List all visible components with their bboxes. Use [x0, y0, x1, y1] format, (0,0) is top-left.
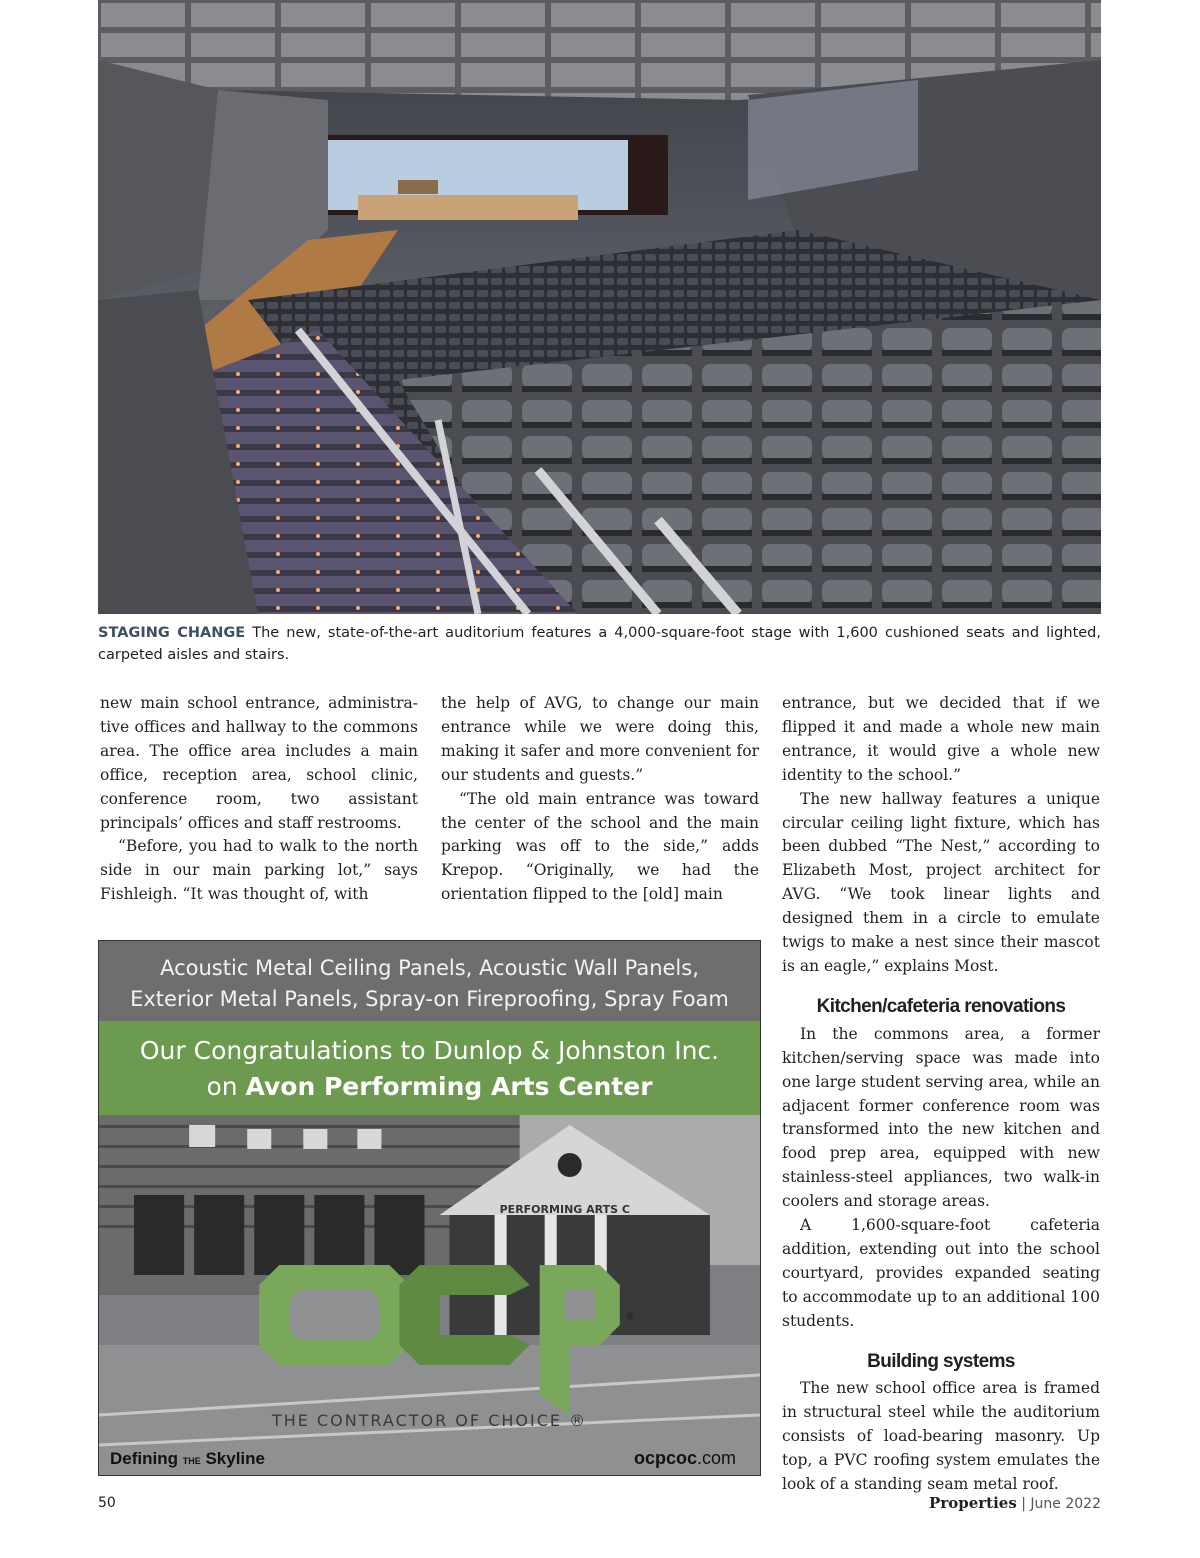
url-tld: .com	[696, 1448, 736, 1468]
article-column-3	[782, 692, 1100, 1497]
url-domain: ocpcoc	[633, 1448, 697, 1468]
col3-paragraph-1: entrance, but we decided that if we flipped it and made a whole new main entrance, it would give a whole new identity to the school.”	[782, 694, 1100, 784]
ad-services-banner	[99, 941, 760, 1021]
footer-separator: |	[1016, 1496, 1031, 1512]
article-column-2	[441, 692, 759, 907]
col3-paragraph-3: In the commons area, a former kitchen/serving space was made into one large student serving area, while an adjacent former conference room was transformed into the new kitchen and food prep area, equipped with new stainless-steel appliances, two walk-in coolers and storage areas.	[782, 1024, 1100, 1211]
ad-congrats-line-1: Our Congratulations to Dunlop & Johnston Inc.	[139, 1036, 720, 1065]
ad-services-line-2: Exterior Metal Panels, Spray-on Fireproofing, Spray Foam	[130, 987, 729, 1011]
ad-congrats-banner	[99, 1021, 760, 1115]
col3-paragraph-2: The new hallway features a unique circular ceiling light fixture, which has been dubbed “The Nest,” according to Elizabeth Most, project architect for AVG. “We took linear lights and designed them in a circle to emulate twigs to make a nest since their mascot is an eagle,” explains Most.	[782, 789, 1100, 975]
page-number: 50	[98, 1495, 116, 1511]
slogan-the: THE	[182, 1456, 201, 1466]
photo-caption	[98, 622, 1101, 666]
section-heading-kitchen: Kitchen/cafeteria renovations	[816, 995, 1066, 1017]
publication-name: Properties	[929, 1494, 1017, 1512]
auditorium-photo	[98, 0, 1101, 614]
col1-paragraph-2: “Before, you had to walk to the north side in our main parking lot,” says Fishleigh. “It was thought of, with	[100, 837, 418, 904]
ad-congrats-prefix: on	[206, 1072, 246, 1101]
registered-mark: ®	[624, 1310, 636, 1323]
ad-congrats-project: Avon Performing Arts Center	[245, 1072, 653, 1101]
article-column-1	[100, 692, 418, 907]
ad-website-link[interactable]	[634, 1448, 736, 1469]
ad-congrats-line-2	[99, 1069, 760, 1105]
ad-building-sign: PERFORMING ARTS C	[499, 1203, 631, 1216]
section-heading-building-systems: Building systems	[867, 1350, 1015, 1372]
ad-tagline: THE CONTRACTOR OF CHOICE ®	[271, 1411, 588, 1430]
ocp-advertisement	[98, 940, 761, 1476]
ad-slogan	[110, 1449, 265, 1469]
slogan-skyline: Skyline	[200, 1449, 265, 1468]
ad-services-line-1: Acoustic Metal Ceiling Panels, Acoustic Wall Panels,	[160, 956, 699, 980]
publication-footer	[929, 1494, 1101, 1512]
col1-paragraph-1: new main school entrance, administrative offices and hallway to the commons area. The office area includes a main office, reception area, school clinic, conference room, two assistant principals’ offices and staff restrooms.	[100, 694, 418, 832]
caption-text: The new, state-of-the-art auditorium features a 4,000-square-foot stage with 1,600 cushioned seats and lighted, carpeted aisles and stairs.	[98, 625, 1101, 663]
issue-date: June 2022	[1030, 1496, 1101, 1512]
slogan-defining: Defining	[110, 1449, 183, 1468]
col3-paragraph-4: A 1,600-square-foot cafeteria addition, extending out into the school courtyard, provides expanded seating to accommodate up to an additional 100 students.	[782, 1216, 1100, 1330]
col2-paragraph-2: “The old main entrance was toward the center of the school and the main parking was off to the side,” adds Krepop. “Originally, we had the orientation flipped to the [old] main	[441, 789, 759, 904]
col3-paragraph-5: The new school office area is framed in structural steel while the auditorium consists of load-bearing masonry. Up top, a PVC roofing system emulates the look of a standing seam metal roof.	[782, 1379, 1100, 1494]
col2-paragraph-1: the help of AVG, to change our main entrance while we were doing this, making it safer and more convenient for our students and guests.”	[441, 694, 759, 784]
caption-title: STAGING CHANGE	[98, 625, 246, 641]
